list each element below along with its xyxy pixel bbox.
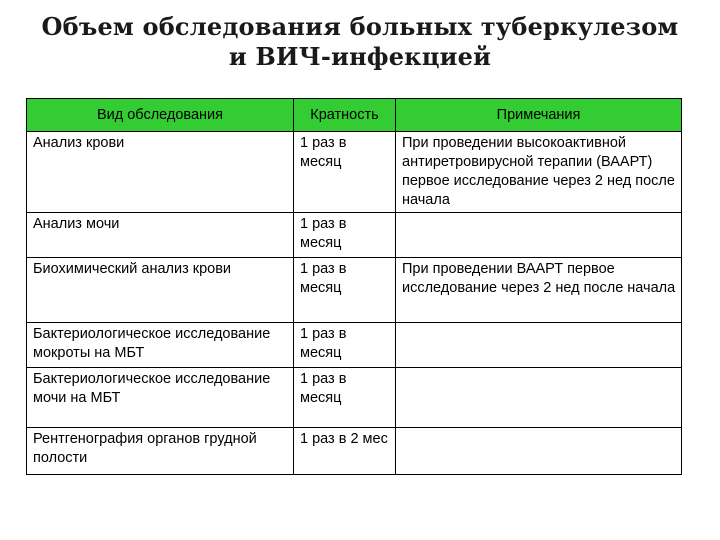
table-row bbox=[27, 323, 682, 368]
cell-notes bbox=[396, 213, 682, 258]
cell-examination-type: Анализ крови bbox=[27, 132, 294, 213]
cell-examination-type: Бактериологическое исследование мочи на МБТ bbox=[27, 368, 294, 428]
table-row bbox=[27, 428, 682, 475]
table-row bbox=[27, 368, 682, 428]
column-header-examination-type: Вид обследования bbox=[27, 99, 294, 132]
cell-frequency: 1 раз в месяц bbox=[294, 132, 396, 213]
cell-frequency: 1 раз в месяц bbox=[294, 323, 396, 368]
cell-notes: При проведении ВААРТ первое исследование через 2 нед после начала bbox=[396, 258, 682, 323]
cell-examination-type: Биохимический анализ крови bbox=[27, 258, 294, 323]
page-title-line-2: и ВИЧ-инфекцией bbox=[228, 42, 492, 71]
cell-frequency: 1 раз в 2 мес bbox=[294, 428, 396, 475]
page-title-line-1: Объем обследования больных туберкулезом bbox=[41, 12, 679, 41]
cell-notes: При проведении высокоактивной антиретровирусной терапии (ВААРТ) первое исследование через 2 нед после начала bbox=[396, 132, 682, 213]
column-header-frequency: Кратность bbox=[294, 99, 396, 132]
examination-table bbox=[26, 98, 682, 475]
page-title bbox=[0, 12, 720, 72]
cell-examination-type: Анализ мочи bbox=[27, 213, 294, 258]
table-row bbox=[27, 132, 682, 213]
column-header-notes: Примечания bbox=[396, 99, 682, 132]
table-row bbox=[27, 213, 682, 258]
cell-notes bbox=[396, 428, 682, 475]
table-header-row bbox=[27, 99, 682, 132]
cell-frequency: 1 раз в месяц bbox=[294, 258, 396, 323]
cell-examination-type: Рентгенография органов грудной полости bbox=[27, 428, 294, 475]
table-row bbox=[27, 258, 682, 323]
cell-notes bbox=[396, 368, 682, 428]
cell-examination-type: Бактериологическое исследование мокроты на МБТ bbox=[27, 323, 294, 368]
cell-frequency: 1 раз в месяц bbox=[294, 213, 396, 258]
cell-notes bbox=[396, 323, 682, 368]
cell-frequency: 1 раз в месяц bbox=[294, 368, 396, 428]
